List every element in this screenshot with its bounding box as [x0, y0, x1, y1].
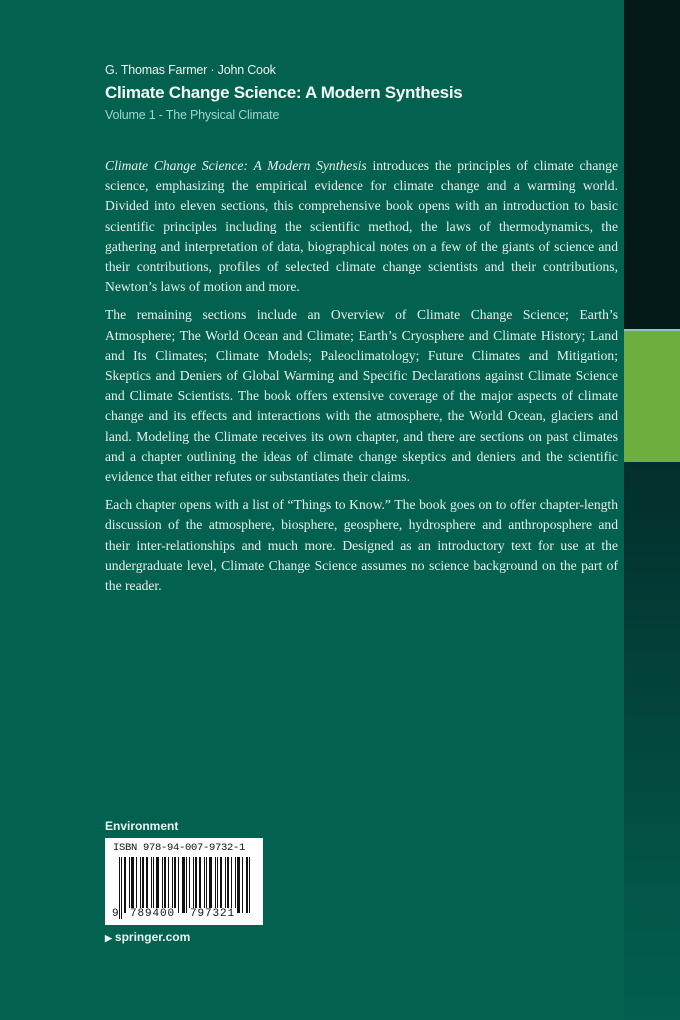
description-paragraph-3: Each chapter opens with a list of “Things to Know.” The book goes on to offer chapter-length discussion of the atmosphere, biosphere, geosphere, hydrosphere and anthroposphere and their inter-relationships and much more. Designed as an introductory text for use at the undergraduate level, Climate Change Science assumes no science background on the part of the reader.: [105, 497, 618, 594]
triangle-right-icon: ▶: [105, 933, 112, 943]
strip-accent-band: [624, 331, 680, 462]
authors: G. Thomas Farmer · John Cook: [105, 63, 276, 77]
description-paragraph-2: The remaining sections include an Overview of Climate Change Science; Earth’s Atmosphere; The World Ocean and Climate; Earth’s Cryosphere and Climate History; Land and Its Climates; Climate Models; Paleoclimatology; Future Climates and Mitigation; Skeptics and Deniers of Global Warming and Specific Declarations against Climate Science and Climate Scientists. The book offers extensive coverage of the major aspects of climate change and its effects and interactions with the atmosphere, the World Ocean, glaciers and land. Modeling the Climate receives its own chapter, and there are sections on past climates and a chapter outlining the ideas of climate change skeptics and deniers and the scientific evidence that either refutes or substantiates their claims.: [105, 307, 618, 485]
isbn-barcode: ISBN 978-94-007-9732-1 9 789400 797321: [105, 838, 263, 925]
publisher-link[interactable]: ▶ springer.com: [105, 930, 191, 944]
title-italic: Climate Change Science: A Modern Synthesis: [105, 158, 367, 173]
strip-dark-section: [624, 0, 680, 329]
description-paragraph-1: Climate Change Science: A Modern Synthesis introduces the principles of climate change science, emphasizing the empirical evidence for climate change and a warming world. Divided into eleven sections, this comprehensive book opens with an introduction to basic scientific principles including the scientific method, the laws of thermodynamics, the gathering and interpretation of data, biographical notes on a few of the giants of science and their contributions, profiles of selected climate change scientists and their contributions, Newton’s laws of motion and more.: [105, 158, 618, 295]
strip-gradient-section: [624, 462, 680, 1020]
spine-strip: [624, 0, 680, 1020]
isbn-text: ISBN 978-94-007-9732-1: [113, 842, 246, 854]
barcode-bars: [119, 857, 257, 913]
book-title: Climate Change Science: A Modern Synthesis: [105, 83, 463, 102]
category-label: Environment: [105, 819, 179, 833]
description: [105, 156, 618, 604]
volume-subtitle: Volume 1 - The Physical Climate: [105, 108, 280, 122]
